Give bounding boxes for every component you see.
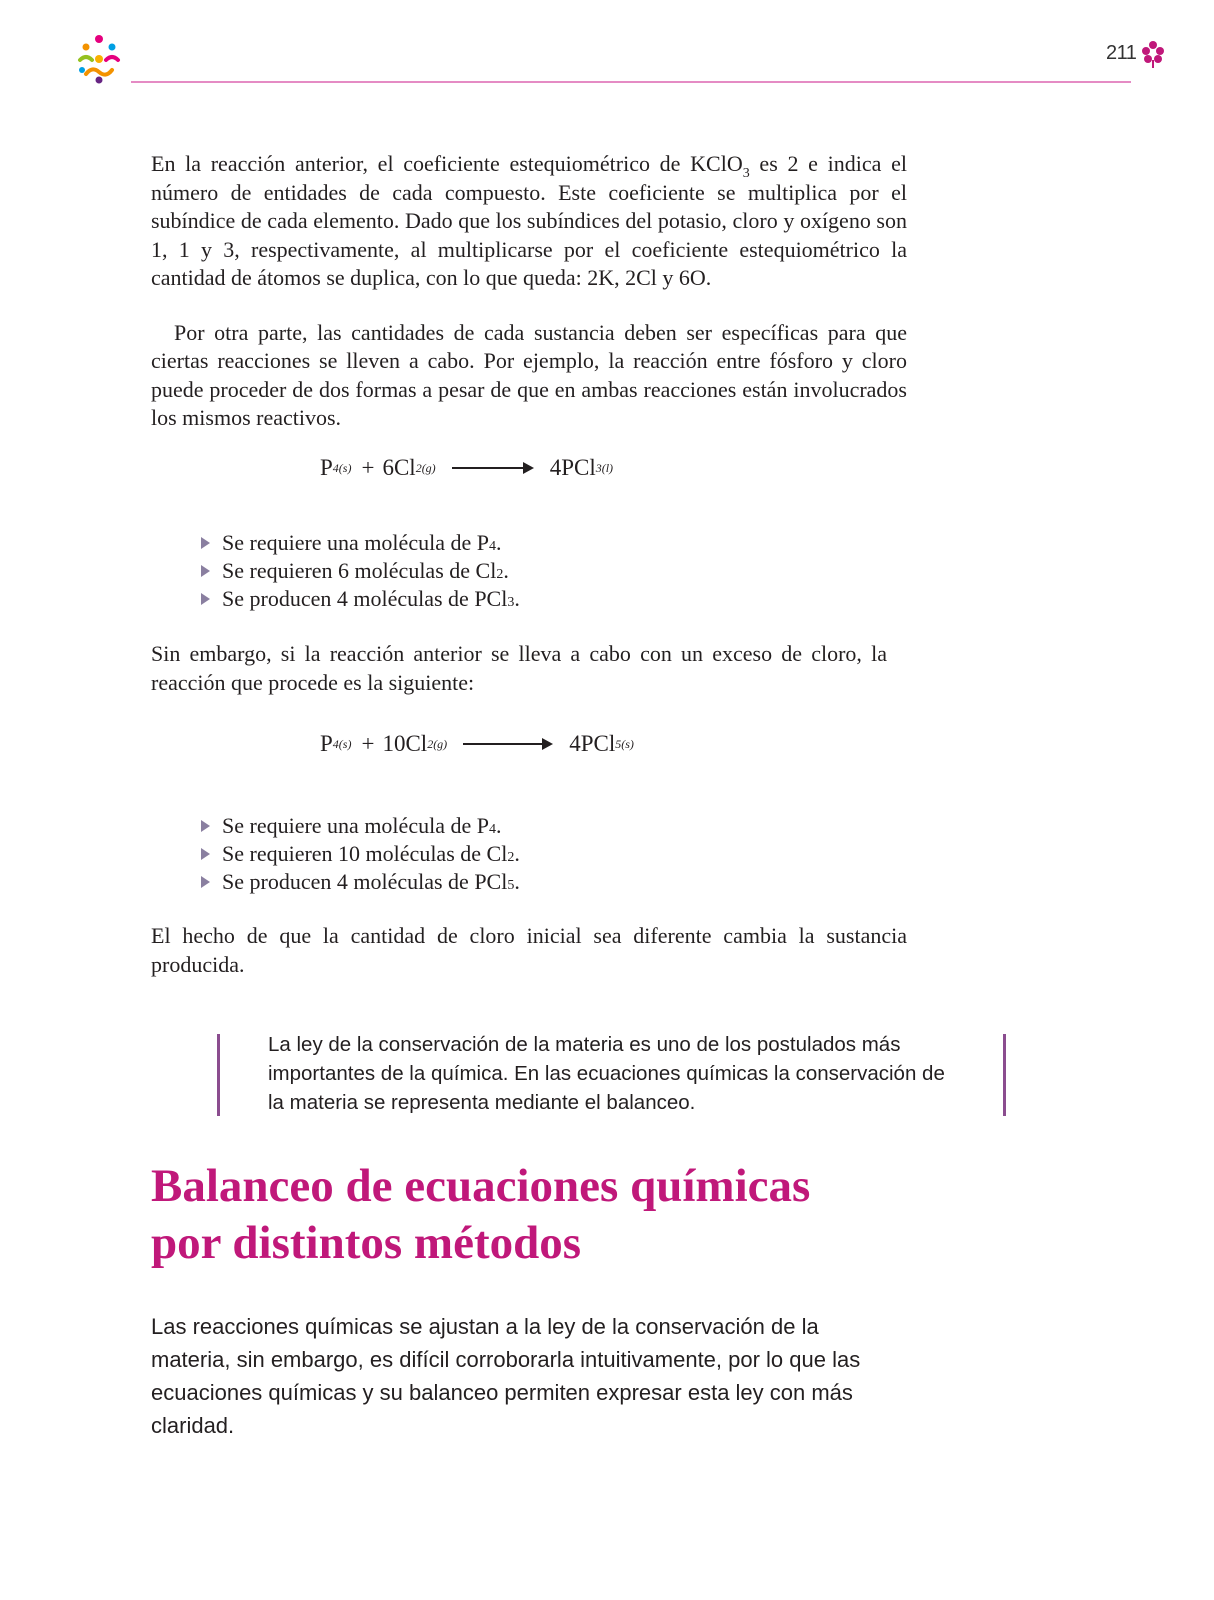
bullet-triangle-icon [201,593,210,605]
header-rule [131,81,1131,83]
bullet-text: Se producen 4 moléculas de PCl [222,586,508,611]
eq-reactant: P [320,455,333,480]
bullet-text: Se requiere una molécula de P [222,813,489,838]
eq-reactant: 10Cl [382,731,428,756]
bullet-triangle-icon [201,848,210,860]
eq-plus: + [361,455,375,480]
bullet-text: Se requieren 6 moléculas de Cl [222,558,497,583]
page-number: 211 [1106,42,1137,64]
list-item: Se producen 4 moléculas de PCl 5 . [201,868,520,896]
bullet-triangle-icon [201,876,210,888]
callout-left-bar [217,1034,220,1116]
bullet-text: . [514,586,520,611]
equation-pcl3: P 4(s) + 6Cl 2(g) 4PCl 3(l) [320,455,614,480]
paragraph-text: En la reacción anterior, el coeficiente estequiométrico de KClO [151,151,743,176]
list-item: Se requieren 6 moléculas de Cl 2 . [201,557,520,585]
eq-product: 4PCl [569,731,616,756]
section-title-line: por distintos métodos [151,1217,582,1269]
list-item: Se producen 4 moléculas de PCl 3 . [201,585,520,613]
eq-reactant: 6Cl [382,455,416,480]
bullet-triangle-icon [201,537,210,549]
list-item: Se requieren 10 moléculas de Cl 2 . [201,840,520,868]
bullet-triangle-icon [201,565,210,577]
bullet-list-pcl5 [201,812,520,896]
equation-pcl5: P 4(s) + 10Cl 2(g) 4PCl 5(s) [320,731,634,756]
callout-right-bar [1003,1034,1006,1116]
bullet-text: . [503,558,509,583]
bullet-text: . [514,841,520,866]
list-item: Se requiere una molécula de P 4 . [201,529,520,557]
bullet-text: Se requieren 10 moléculas de Cl [222,841,508,866]
reaction-arrow-icon [452,461,534,475]
bullet-text: Se requiere una molécula de P [222,530,489,555]
paragraph-specific-quantities: Por otra parte, las cantidades de cada sustancia deben ser específicas para que ciertas reacciones se lleven a cabo. Por ejemplo, la reacción entre fósforo y cloro puede proceder de dos formas a pesar de que en ambas reacciones están involucrados los mismos reactivos. [151,319,907,430]
paragraph-excess-chlorine: Sin embargo, si la reacción anterior se lleva a cabo con un exceso de cloro, la reacción que procede es la siguiente: [151,641,887,695]
bullet-text: . [495,530,502,555]
bullet-text: Se producen 4 moléculas de PCl [222,869,508,894]
paragraph-conclusion: El hecho de que la cantidad de cloro inicial sea diferente cambia la sustancia producida. [151,923,907,977]
bullet-text: . [514,869,520,894]
reaction-arrow-icon [463,737,553,751]
bullet-triangle-icon [201,820,210,832]
paragraph-balancing-intro: Las reacciones químicas se ajustan a la ley de la conservación de la materia, sin embargo, es difícil corroborarla intuitivamente, por lo que las ecuaciones químicas y su balanceo permiten expresar esta ley con más claridad. [151,1314,861,1438]
flower-icon [1140,40,1166,68]
paragraph-coefficient [151,150,907,293]
section-title-line: Balanceo de ecuaciones químicas [151,1160,811,1212]
eq-reactant: P [320,731,333,756]
callout-conservation-law: La ley de la conservación de la materia es uno de los postulados más importantes de la química. En las ecuaciones químicas la conservación de la materia se representa mediante el balanceo. [268,1033,945,1114]
subscript: 3 [742,166,750,181]
list-item: Se requiere una molécula de P 4 . [201,812,520,840]
section-title [151,1158,810,1272]
bullet-list-pcl3 [201,529,520,613]
paragraph-text: es 2 e indica el número de entidades de cada compuesto. Este coeficiente se multiplica por el subíndice de cada elemento. Dado que los subíndices del potasio, cloro y oxígeno son 1, 1 y 3, respectivamente, al multiplicarse por el coeficiente estequiométrico la cantidad de átomos se duplica, con lo que queda: 2K, 2Cl y 6O. [151,151,907,290]
content-column [151,150,907,433]
eq-product: 4PCl [549,455,596,480]
logo-icon [72,32,126,86]
bullet-text: . [495,813,502,838]
eq-plus: + [361,731,375,756]
